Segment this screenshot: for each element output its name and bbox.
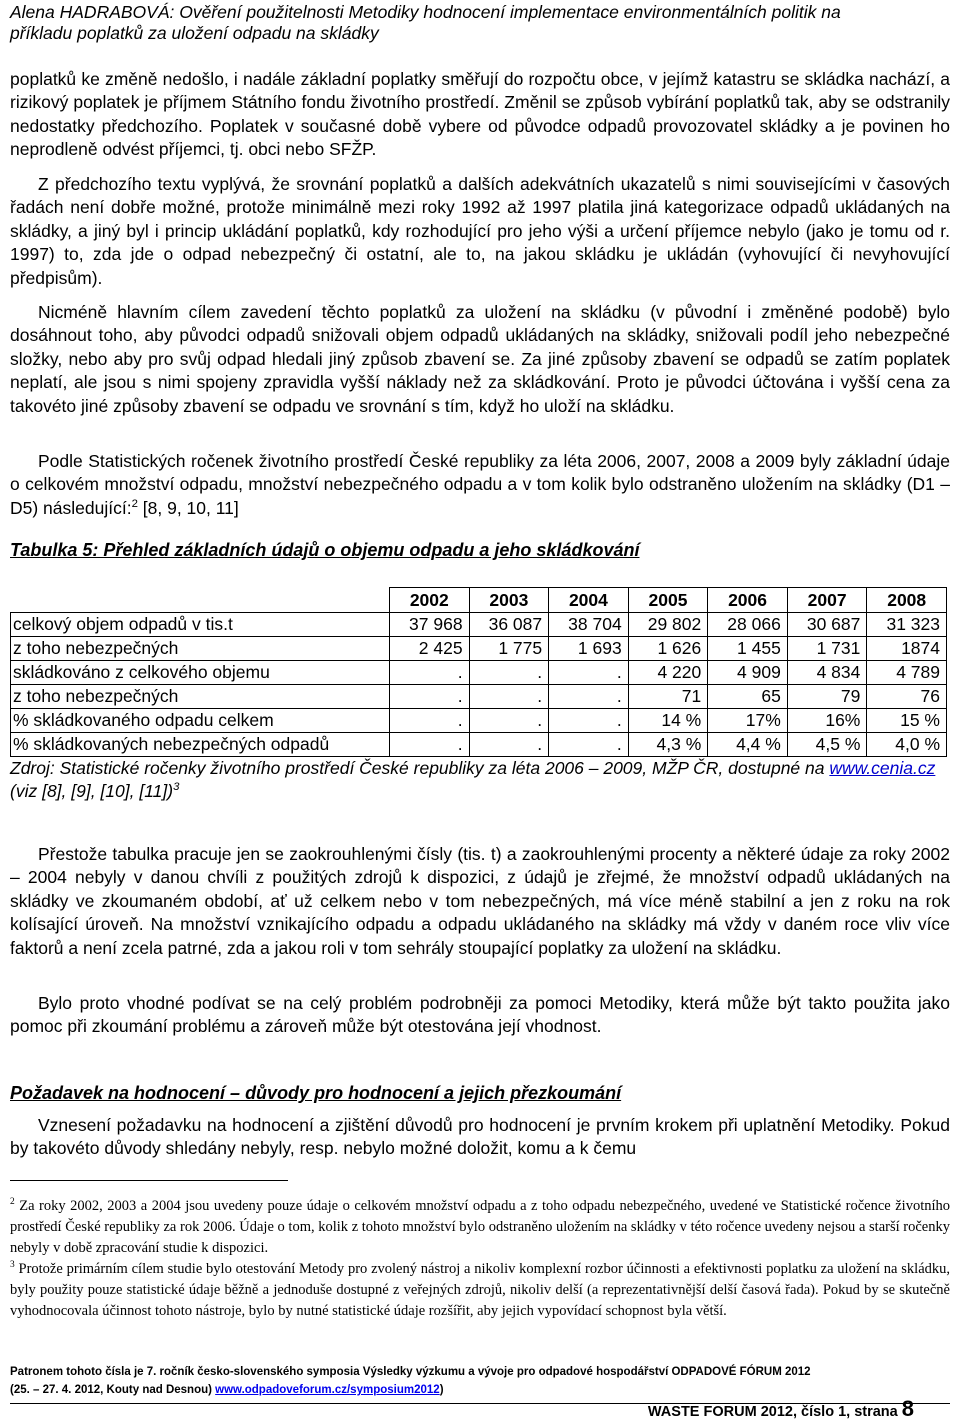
table-cell: 1 455 xyxy=(708,637,788,661)
table-cell: . xyxy=(469,733,549,757)
row-label: % skládkovaných nebezpečných odpadů xyxy=(11,733,390,757)
footer-patron-line: Patronem tohoto čísla je 7. ročník česko-slovenského symposia Výsledky výzkumu a vývoje pro odpadové hospodářství ODPADOVÉ FÓRUM 2012 xyxy=(10,1366,811,1378)
journal-name: WASTE FORUM 2012, číslo 1, strana xyxy=(647,1404,902,1420)
table-cell: . xyxy=(390,733,470,757)
paragraph-4 xyxy=(10,450,950,520)
footnote-2-number: 2 xyxy=(10,1197,15,1208)
table-cell: 76 xyxy=(867,685,947,709)
footnote-2-text: Za roky 2002, 2003 a 2004 jsou uvedeny pouze údaje o celkovém množství odpadu a z toho odpadu nebezpečného, uvedené ve Statistické ročence životního prostředí České republiky za rok 2006. Údaje o tom, kolik z tohoto množství bylo odstraněno uložením na skládky v této ročence uvedeny nejsou a starší ročenky nebyly v době zpracování studie k dispozici. xyxy=(10,1198,951,1256)
row-label: z toho nebezpečných xyxy=(11,637,390,661)
table-cell: 4 789 xyxy=(867,661,947,685)
running-header xyxy=(10,2,950,44)
table-cell: 4 834 xyxy=(787,661,867,685)
year-header: 2004 xyxy=(549,588,629,613)
table-cell: 71 xyxy=(628,685,708,709)
page-number: 8 xyxy=(901,1396,914,1421)
table-cell: . xyxy=(549,733,629,757)
paragraph-2: Z předchozího textu vyplývá, že srovnání poplatků a dalších adekvátních ukazatelů s nimi souvisejícími v časových řadách není dobře možné, protože minimálně mezi roky 1992 až 1997 platila jiná kategorizace odpadů ukládaných na skládky, a jiný byl i princip ukládání poplatků, kdy rozhodující pro jeho výši a určení příjemce nebylo (jako je tomu od r. 1997) to, zda jde o odpad nebezpečný či ostatní, ale to, na jakou skládku je ukládán (vyhovující či nevyhovující předpisům). xyxy=(10,174,950,288)
footnote-ref-3: 3 xyxy=(173,781,180,794)
year-header: 2005 xyxy=(628,588,708,613)
paragraph-6: Bylo proto vhodné podívat se na celý problém podrobněji za pomoci Metodiky, která může být takto použita jako pomoc při zkoumání problému a zároveň může být otestována její vhodnost. xyxy=(10,993,950,1037)
table-row xyxy=(11,733,947,757)
table-cell: 4,4 % xyxy=(708,733,788,757)
year-header: 2007 xyxy=(787,588,867,613)
table-cell: 15 % xyxy=(867,709,947,733)
table-row xyxy=(11,613,947,637)
table-cell: . xyxy=(469,661,549,685)
year-header: 2002 xyxy=(390,588,470,613)
row-label: % skládkovaného odpadu celkem xyxy=(11,709,390,733)
footer-date: (25. – 27. 4. 2012, Kouty nad Desnou) xyxy=(10,1384,216,1396)
table-cell: 29 802 xyxy=(628,613,708,637)
paragraph-1: poplatků ke změně nedošlo, i nadále základní poplatky směřují do rozpočtu obce, v jejímž katastru se skládka nachází, a rizikový poplatek je příjmem Státního fondu životního prostředí. Změnil se způsob vybírání poplatků tak, aby se odstranily nedostatky předchozího. Poplatek v současné době vybere od původce odpadů provozovatel skládky a je povinen ho neprodleně odvést příjemci, tj. obci nebo SFŽP. xyxy=(10,69,950,160)
table-corner-cell xyxy=(11,588,390,613)
table-cell: 14 % xyxy=(628,709,708,733)
table-cell: 4,3 % xyxy=(628,733,708,757)
cenia-link[interactable]: www.cenia.cz xyxy=(829,758,936,778)
table-source xyxy=(10,757,950,803)
paragraph-3: Nicméně hlavním cílem zavedení těchto poplatků za uložení na skládku (v původní i změněné podobě) bylo dosáhnout toho, aby původci odpadů snižovali objem odpadů ukládaných na skládky, snižovali podíl jeho nebezpečné složky, nebo aby pro svůj odpad hledali jiný způsob zbavení se. Za jiné způsoby zbavení se odpadů se zatím poplatek neplatí, ale jsou s nimi spojeny zpravidla vyšší náklady než za skládkování. Proto je původci účtována i vyšší cena za takovéto jiné způsoby zbavení se odpadu ve srovnání s tím, když ho uloží na skládku. xyxy=(10,302,950,416)
year-header: 2003 xyxy=(469,588,549,613)
footnote-3-number: 3 xyxy=(10,1260,15,1271)
paragraph-7: Vznesení požadavku na hodnocení a zjištění důvodů pro hodnocení je prvním krokem při uplatnění Metodiky. Pokud by takovéto důvody shledány nebyly, resp. nebylo možné doložit, komu a k čemu xyxy=(10,1115,950,1159)
table-cell: . xyxy=(549,709,629,733)
year-header: 2006 xyxy=(708,588,788,613)
footer-date-close: ) xyxy=(439,1384,444,1396)
table-cell: 36 087 xyxy=(469,613,549,637)
table-cell: 28 066 xyxy=(708,613,788,637)
data-table xyxy=(10,587,947,757)
table-cell: 17% xyxy=(708,709,788,733)
table-cell: 1 731 xyxy=(787,637,867,661)
symposium-link[interactable]: www.odpadoveforum.cz/symposium2012 xyxy=(215,1384,440,1396)
source-text: Zdroj: Statistické ročenky životního prostředí České republiky za léta 2006 – 2009, MŽP ČR, dostupné na xyxy=(10,758,830,778)
paragraph-4-refs: [8, 9, 10, 11] xyxy=(137,497,239,518)
table-cell: . xyxy=(549,685,629,709)
table-cell: 37 968 xyxy=(390,613,470,637)
table-row xyxy=(11,637,947,661)
page-footer xyxy=(10,1363,950,1399)
table-cell: 4 909 xyxy=(708,661,788,685)
row-label: celkový objem odpadů v tis.t xyxy=(11,613,390,637)
table-cell: 38 704 xyxy=(549,613,629,637)
table-row xyxy=(11,709,947,733)
table-cell: 30 687 xyxy=(787,613,867,637)
table-cell: . xyxy=(390,661,470,685)
table-cell: 16% xyxy=(787,709,867,733)
year-header: 2008 xyxy=(867,588,947,613)
table-cell: 4,0 % xyxy=(867,733,947,757)
table-cell: 1 626 xyxy=(628,637,708,661)
source-refs: (viz [8], [9], [10], [11]) xyxy=(10,781,174,801)
row-label: z toho nebezpečných xyxy=(11,685,390,709)
table-cell: . xyxy=(469,709,549,733)
table-cell: 2 425 xyxy=(390,637,470,661)
table-cell: . xyxy=(390,685,470,709)
table-caption: Tabulka 5: Přehled základních údajů o objemu odpadu a jeho skládkování xyxy=(10,540,640,560)
footnote-2 xyxy=(10,1196,950,1259)
table-row xyxy=(11,685,947,709)
section-heading: Požadavek na hodnocení – důvody pro hodnocení a jejich přezkoumání xyxy=(10,1083,622,1103)
paragraph-4-text: Podle Statistických ročenek životního prostředí České republiky za léta 2006, 2007, 2008 a 2009 byly základní údaje o celkovém množství odpadu, množství nebezpečného odpadu a v tom kolik bylo odstraněno uložením na skládky (D1 – D5) následující: xyxy=(10,451,950,518)
header-line-2: příkladu poplatků za uložení odpadu na skládky xyxy=(10,23,379,43)
table-cell: 79 xyxy=(787,685,867,709)
journal-page-info xyxy=(648,1396,914,1422)
row-label: skládkováno z celkového objemu xyxy=(11,661,390,685)
header-line-1: Alena HADRABOVÁ: Ověření použitelnosti Metodiky hodnocení implementace environmentálních politik na xyxy=(10,2,841,22)
footnote-separator xyxy=(10,1180,288,1181)
table-cell: . xyxy=(549,661,629,685)
table-cell: 65 xyxy=(708,685,788,709)
footnote-ref-2: 2 xyxy=(131,497,138,510)
table-cell: 4 220 xyxy=(628,661,708,685)
table-cell: 1874 xyxy=(867,637,947,661)
table-cell: 1 693 xyxy=(549,637,629,661)
table-cell: . xyxy=(469,685,549,709)
paragraph-5: Přestože tabulka pracuje jen se zaokrouhlenými čísly (tis. t) a zaokrouhlenými procenty a některé údaje za roky 2002 – 2004 nebyly v danou chvíli z použitých zdrojů k dispozici, z údajů je zřejmé, že množství odpadů ukládaných na skládky ve zkoumaném období, ať už celkem nebo v tom nebezpečných, má více méně stabilní a jen z roku na rok kolísající úroveň. Na množství vznikajícího odpadu a odpadu ukládaného na skládky má vždy v daném roce vliv více faktorů a není zcela patrné, zda a jakou roli v tom sehrály stoupající poplatky za uložení na skládku. xyxy=(10,844,950,958)
table-row xyxy=(11,661,947,685)
table-cell: 31 323 xyxy=(867,613,947,637)
table-cell: . xyxy=(390,709,470,733)
table-cell: 1 775 xyxy=(469,637,549,661)
footnote-3 xyxy=(10,1259,950,1322)
table-header-row xyxy=(11,588,947,613)
table-cell: 4,5 % xyxy=(787,733,867,757)
footnote-3-text: Protože primárním cílem studie bylo otestování Metody pro zvolený nástroj a nikoliv komplexní rozbor účinnosti a efektivnosti poplatku za uložení na skládku, byly použity pouze statistické údaje běžně a jednoduše dostupné z veřejných zdrojů, nikoliv delší (a reprezentativnější delší časová řada). Pokud by se skutečně vyhodnocovala účinnost tohoto nástroje, bylo by nutné statistické údaje rozšířit, aby jejich vypovídací schopnost byla větší. xyxy=(10,1261,951,1319)
